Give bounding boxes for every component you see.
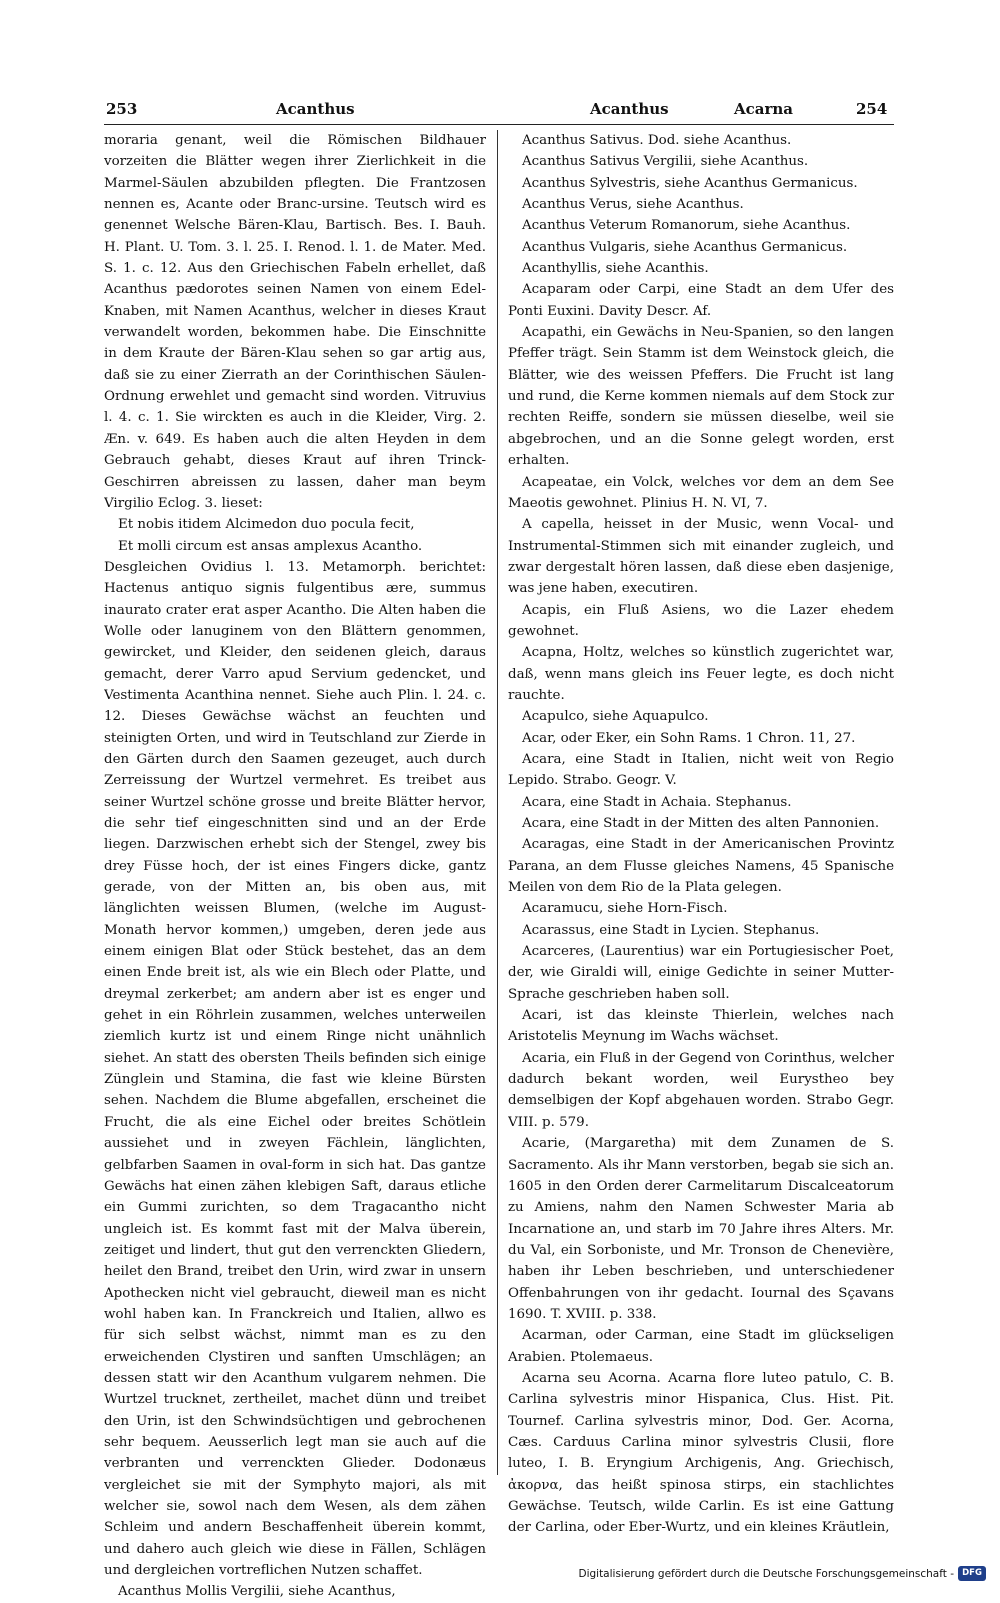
dictionary-entry: Acara, eine Stadt in Italien, nicht weit von Regio Lepido. Strabo. Geogr. V. xyxy=(508,751,894,789)
dictionary-entry: Acapis, ein Fluß Asiens, wo die Lazer ehedem gewohnet. xyxy=(508,602,894,639)
dictionary-entry: Acarceres, (Laurentius) war ein Portugiesischer Poet, der, wie Giraldi will, einige Gedichte in seiner Mutter-Sprache geschrieben haben soll. xyxy=(508,944,894,1002)
dictionary-entry: Acarna seu Acorna. Acarna flore luteo patulo, C. B. Carlina sylvestris minor Hispanica, Clus. Hist. Pit. Tournef. Carlina sylvestris minor, Dod. Ger. Acorna, Cæs. Carduus Carlina minor sylvestris Clusii, flore luteo, I. B. Eryngium Archigenis, Ang. Griechisch, ἀκορνα, das heißt spinosa stirps, ein stachlichtes Gewächse. Teutsch, wilde Carlin. Es ist eine Gattung der Carlina, oder Eber-Wurtz, und ein kleines Kräutlein, xyxy=(508,1370,894,1536)
left-column xyxy=(104,130,486,1603)
dictionary-entry: Acanthus Sativus. Dod. siehe Acanthus. xyxy=(522,133,792,148)
header-rule xyxy=(104,124,894,125)
left-running-title: Acanthus xyxy=(276,100,355,118)
dictionary-entry: Acar, oder Eker, ein Sohn Rams. 1 Chron. 11, 27. xyxy=(522,730,856,746)
dictionary-entry: Acaramucu, siehe Horn-Fisch. xyxy=(522,901,728,917)
verse-line: Et nobis itidem Alcimedon duo pocula fecit, xyxy=(118,517,415,533)
dictionary-entry: Acapeatae, ein Volck, welches vor dem an dem See Maeotis gewohnet. Plinius H. N. VI, 7. xyxy=(508,474,894,511)
dictionary-entry: Acarie, (Margaretha) mit dem Zunamen de S. Sacramento. Als ihr Mann verstorben, begab sie sich an. 1605 in den Orden derer Carmelitarum Discalceatorum zu Amiens, nahm den Namen Schwester Maria ab Incarnatione an, und starb im 70 Jahre ihres Alters. Mr. du Val, ein Sorboniste, und Mr. Tronson de Chenevière, haben ihr Leben beschrieben, und unterschiedener Offenbahrungen von ihr gedacht. Iournal des Sçavans 1690. T. XVIII. p. 338. xyxy=(508,1136,894,1322)
dictionary-entry: moraria genant, weil die Römischen Bildhauer vorzeiten die Blätter wegen ihrer Zierlichkeit in die Marmel-Säulen abzubilden pflegten. Die Frantzosen nennen es, Acante oder Branc-ursine. Teutsch wird es genennet Welsche Bären-Klau, Bartisch. Bes. I. Bauh. H. Plant. U. Tom. 3. l. 25. I. Renod. l. 1. de Mater. Med. S. 1. c. 12. Aus den Griechischen Fabeln erhellet, daß Acanthus pædorotes seinen Namen von einem Edel-Knaben, mit Namen Acanthus, welcher in dieses Kraut verwandelt worden, bekommen habe. Die Einschnitte in dem Kraute der Bären-Klau sehen so gar artig aus, daß sie zu einer Zierrath an der Corinthischen Säulen-Ordnung erwehlet und gemacht sind worden. Vitruvius l. 4. c. 1. Sie wirckten es auch in die Kleider, Virg. 2. Æn. v. 649. Es haben auch die alten Heyden in dem Gebrauch gehabt, dieses Kraut auf ihren Trinck-Geschirren abreissen zu lassen, daher man beym Virgilio Eclog. 3. lieset: xyxy=(104,133,486,511)
dictionary-entry: Acanthus Sylvestris, siehe Acanthus Germanicus. xyxy=(522,175,858,191)
dictionary-entry: Acanthus Vulgaris, siehe Acanthus Germanicus. xyxy=(522,239,848,255)
dictionary-entry: Acarman, oder Carman, eine Stadt im glückseligen Arabien. Ptolemaeus. xyxy=(508,1328,894,1365)
dictionary-entry: Acarassus, eine Stadt in Lycien. Stephanus. xyxy=(522,922,820,938)
footer-credit xyxy=(578,1566,986,1581)
dictionary-entry: Acaragas, eine Stadt in der Americanischen Provintz Parana, an dem Flusse gleiches Namens, 45 Spanische Meilen von dem Rio de la Plata gelegen. xyxy=(508,837,894,896)
dictionary-entry: Acara, eine Stadt in Achaia. Stephanus. xyxy=(522,794,792,810)
dictionary-entry: Acaparam oder Carpi, eine Stadt an dem Ufer des Ponti Euxini. Davity Descr. Af. xyxy=(508,282,894,319)
dictionary-entry: Acari, ist das kleinste Thierlein, welches nach Aristotelis Meynung im Wachs wächset. xyxy=(508,1008,894,1045)
verse-line: Et molli circum est ansas amplexus Acantho. xyxy=(118,538,423,554)
dictionary-entry: Acapna, Holtz, welches so künstlich zugerichtet war, daß, wenn mans gleich ins Feuer legte, es doch nicht rauchte. xyxy=(508,645,894,703)
dictionary-entry: A capella, heisset in der Music, wenn Vocal- und Instrumental-Stimmen sich mit einander zugleich, und zwar dergestalt hören lassen, daß diese eben dasjenige, was jene haben, executiren. xyxy=(508,517,894,597)
right-running-title-2: Acarna xyxy=(734,100,794,118)
dictionary-entry: Acanthyllis, siehe Acanthis. xyxy=(522,261,709,277)
dictionary-entry: Acaria, ein Fluß in der Gegend von Corinthus, welcher dadurch bekant worden, weil Eurystheo bey demselbigen der Kopf abgehauen worden. Strabo Gegr. VIII. p. 579. xyxy=(508,1050,894,1130)
dfg-logo-icon: DFG xyxy=(958,1566,986,1581)
dictionary-entry: Desgleichen Ovidius l. 13. Metamorph. berichtet: Hactenus antiquo signis fulgentibus ære, summus inaurato crater erat asper Acantho. Die Alten haben die Wolle oder lanuginem von den Blättern genommen, gewircket, und Kleider, den seidenen gleich, daraus gemacht, derer Varro apud Servium gedencket, und Vestimenta Acanthina nennet. Siehe auch Plin. l. 24. c. 12. Dieses Gewächse wächst an feuchten und steinigten Orten, und wird in Teutschland zur Zierde in den Gärten durch den Saamen gezeuget, auch durch Zerreissung der Wurtzel vermehret. Es treibet aus seiner Wurtzel schöne grosse und breite Blätter hervor, die sehr tief eingeschnitten sind und an der Erde liegen. Darzwischen erhebt sich der Stengel, zwey bis drey Füsse hoch, der ist eines Fingers dicke, gantz gerade, von der Mitten an, bis oben aus, mit länglichten weissen Blumen, (welche im August-Monath hervor kommen,) umgeben, deren jede aus einem einigen Blat oder Stück bestehet, das an dem einen Ende breit ist, als wie ein Blech oder Platte, und dreymal zerkerbet; am andern aber ist es enger und gehet in ein Röhrlein zusammen, welches unterweilen ziemlich kurtz ist und einem Ringe nicht unähnlich siehet. An statt des obersten Theils befinden sich einige Zünglein und Stamina, die fast wie kleine Bürsten sehen. Nachdem die Blume abgefallen, erscheinet die Frucht, die als eine Eichel oder breites Schötlein aussiehet und in zweyen Fächlein, länglichten, gelbfarben Saamen in oval-form in sich hat. Das gantze Gewächs hat einen zähen klebigen Saft, daraus etliche ein Gummi zurichten, so dem Tragacantho nicht ungleich ist. Es kommt fast mit der Malva überein, zeitiget und lindert, thut gut den verrenckten Gliedern, heilet den Brand, treibet den Urin, wird zwar in unsern Apothecken nicht viel gebraucht, dieweil man es nicht wohl haben kan. In Franckreich und Italien, allwo es für sich selbst wächst, nimmt man es zu den erweichenden Clystiren und sanften Umschlägen; an dessen statt wir den Acanthum vulgarem nehmen. Die Wurtzel trucknet, zertheilet, machet dünn und treibet den Urin, ist den Schwindsüchtigen und gebrochenen sehr bequem. Aeusserlich legt man sie auch auf die verbranten und verrenckten Glieder. Dodonæus vergleichet sie mit der Symphyto majori, als mit welcher sie, sowol nach dem Wesen, als dem zähen Schleim und andern Beschaffenheit überein kommt, und dahero auch gleich wie diese in Fällen, Schlägen und dergleichen vortreflichen Nutzen schaffet. xyxy=(104,559,486,1579)
dictionary-entry: Acanthus Sativus Vergilii, siehe Acanthus. xyxy=(522,154,809,170)
footer-text: Digitalisierung gefördert durch die Deutsche Forschungsgemeinschaft - xyxy=(578,1567,954,1580)
dictionary-entry: Acanthus Veterum Romanorum, siehe Acanthus. xyxy=(522,218,851,234)
dictionary-entry: Acapulco, siehe Aquapulco. xyxy=(522,709,709,725)
dictionary-entry: Acara, eine Stadt in der Mitten des alten Pannonien. xyxy=(522,816,880,831)
left-page-number: 253 xyxy=(106,100,138,118)
right-page-number: 254 xyxy=(856,100,888,118)
right-running-title: Acanthus xyxy=(590,100,669,118)
dictionary-entry: Acanthus Verus, siehe Acanthus. xyxy=(522,197,744,213)
column-divider xyxy=(497,130,498,1475)
dictionary-entry: Acapathi, ein Gewächs in Neu-Spanien, so den langen Pfeffer trägt. Sein Stamm ist dem Weinstock gleich, die Blätter, wie des weissen Pfeffers. Die Frucht ist lang und rund, die Kerne kommen niemals auf dem Stock zur rechten Reiffe, sondern sie müssen dieselbe, weil sie abgebrochen, und an die Sonne gelegt worden, erst erhalten. xyxy=(508,325,894,469)
right-column xyxy=(508,130,894,1539)
dictionary-entry: Acanthus Mollis Vergilii, siehe Acanthus, xyxy=(118,1584,396,1600)
